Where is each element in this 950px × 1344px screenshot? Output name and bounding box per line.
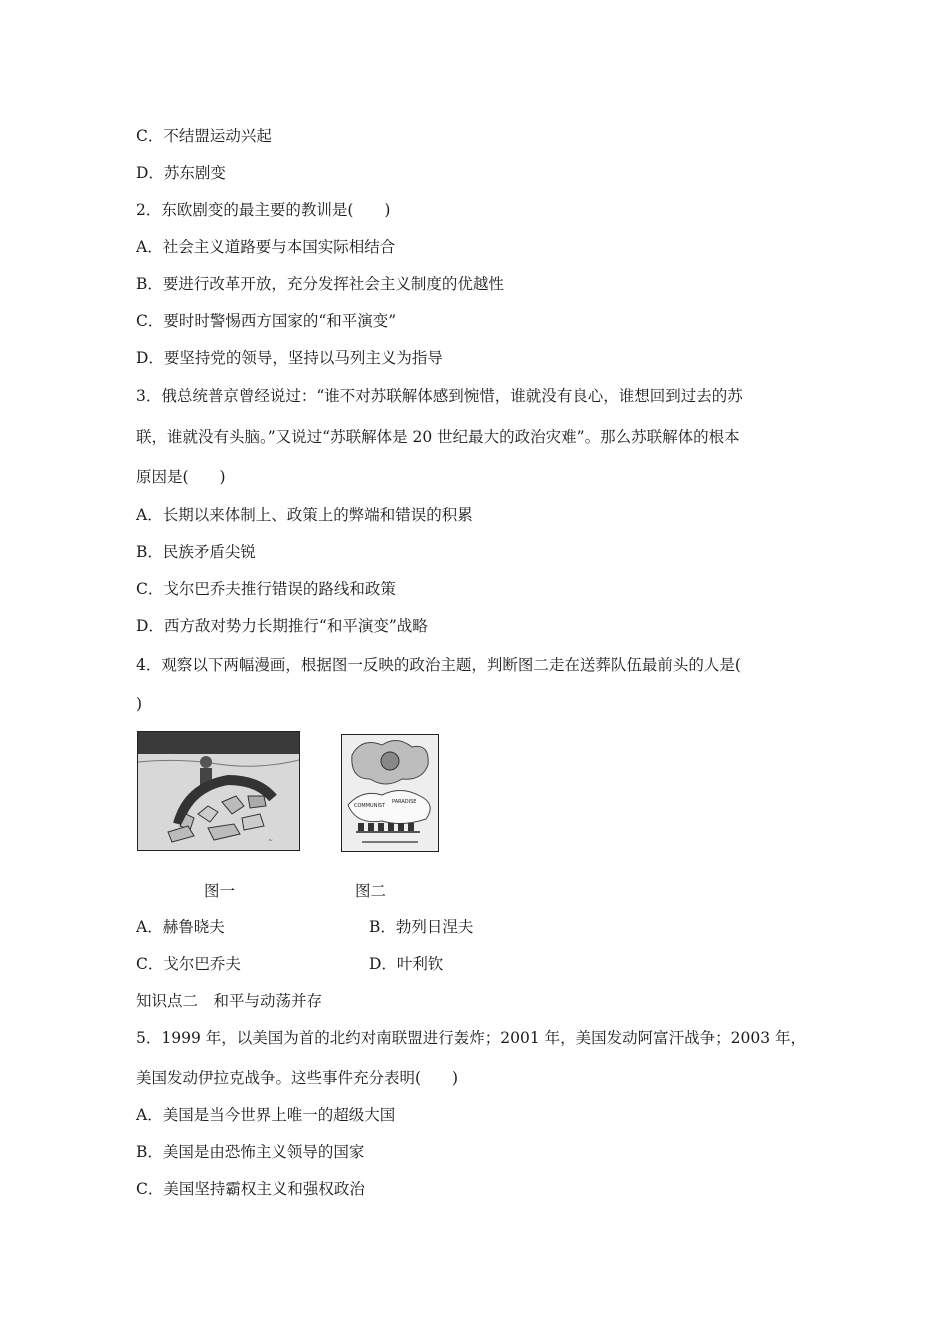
- q2-option-a: A．社会主义道路要与本国实际相结合: [136, 238, 396, 256]
- figure-1-caption: 图一: [204, 882, 236, 900]
- section-heading: 知识点二 和平与动荡并存: [136, 992, 323, 1010]
- question-5-line-1: 5．1999 年，以美国为首的北约对南联盟进行轰炸；2001 年，美国发动阿富汗战争；2003 年，: [136, 1029, 806, 1047]
- broken-hammer-sickle-illustration: [138, 732, 299, 850]
- q1-option-c: C．不结盟运动兴起: [136, 127, 272, 145]
- q5-option-a: A．美国是当今世界上唯一的超级大国: [136, 1106, 396, 1124]
- q3-option-b: B．民族矛盾尖锐: [136, 543, 256, 561]
- cartoon-banner-right: PARADISE: [392, 799, 417, 805]
- cartoon-figure-2: [341, 734, 439, 852]
- question-3-line-2: 联，谁就没有头脑。”又说过“苏联解体是 20 世纪最大的政治灾难”。那么苏联解体的根本: [136, 428, 740, 446]
- q3-option-c: C．戈尔巴乔夫推行错误的路线和政策: [136, 580, 396, 598]
- q3-option-d: D．西方敌对势力长期推行“和平演变”战略: [136, 617, 428, 635]
- q4-option-c: C．戈尔巴乔夫: [136, 955, 241, 973]
- question-4-line-2: ): [136, 695, 143, 713]
- funeral-procession-illustration: [342, 735, 438, 851]
- q4-option-b: B．勃列日涅夫: [369, 918, 474, 936]
- q2-option-b: B．要进行改革开放，充分发挥社会主义制度的优越性: [136, 275, 504, 293]
- q5-option-b: B．美国是由恐怖主义领导的国家: [136, 1143, 365, 1161]
- cartoon-banner-left: COMMUNIST: [354, 803, 386, 809]
- q4-option-d: D．叶利钦: [369, 955, 444, 973]
- figure-2-caption: 图二: [355, 882, 387, 900]
- cartoon-figure-1: [137, 731, 300, 851]
- question-4-line-1: 4．观察以下两幅漫画，根据图一反映的政治主题，判断图二走在送葬队伍最前头的人是(: [136, 656, 741, 674]
- question-3-line-3: 原因是( ): [136, 468, 226, 486]
- question-3-line-1: 3．俄总统普京曾经说过：“谁不对苏联解体感到惋惜，谁就没有良心，谁想回到过去的苏: [136, 387, 743, 405]
- q2-option-c: C．要时时警惕西方国家的“和平演变”: [136, 312, 397, 330]
- svg-text:~: ~: [268, 837, 274, 844]
- q3-option-a: A．长期以来体制上、政策上的弊端和错误的积累: [136, 506, 473, 524]
- question-5-line-2: 美国发动伊拉克战争。这些事件充分表明( ): [136, 1069, 459, 1087]
- question-2: 2．东欧剧变的最主要的教训是( ): [136, 201, 391, 219]
- q4-option-a: A．赫鲁晓夫: [136, 918, 225, 936]
- q1-option-d: D．苏东剧变: [136, 164, 226, 182]
- q2-option-d: D．要坚持党的领导，坚持以马列主义为指导: [136, 349, 443, 367]
- q5-option-c: C．美国坚持霸权主义和强权政治: [136, 1180, 365, 1198]
